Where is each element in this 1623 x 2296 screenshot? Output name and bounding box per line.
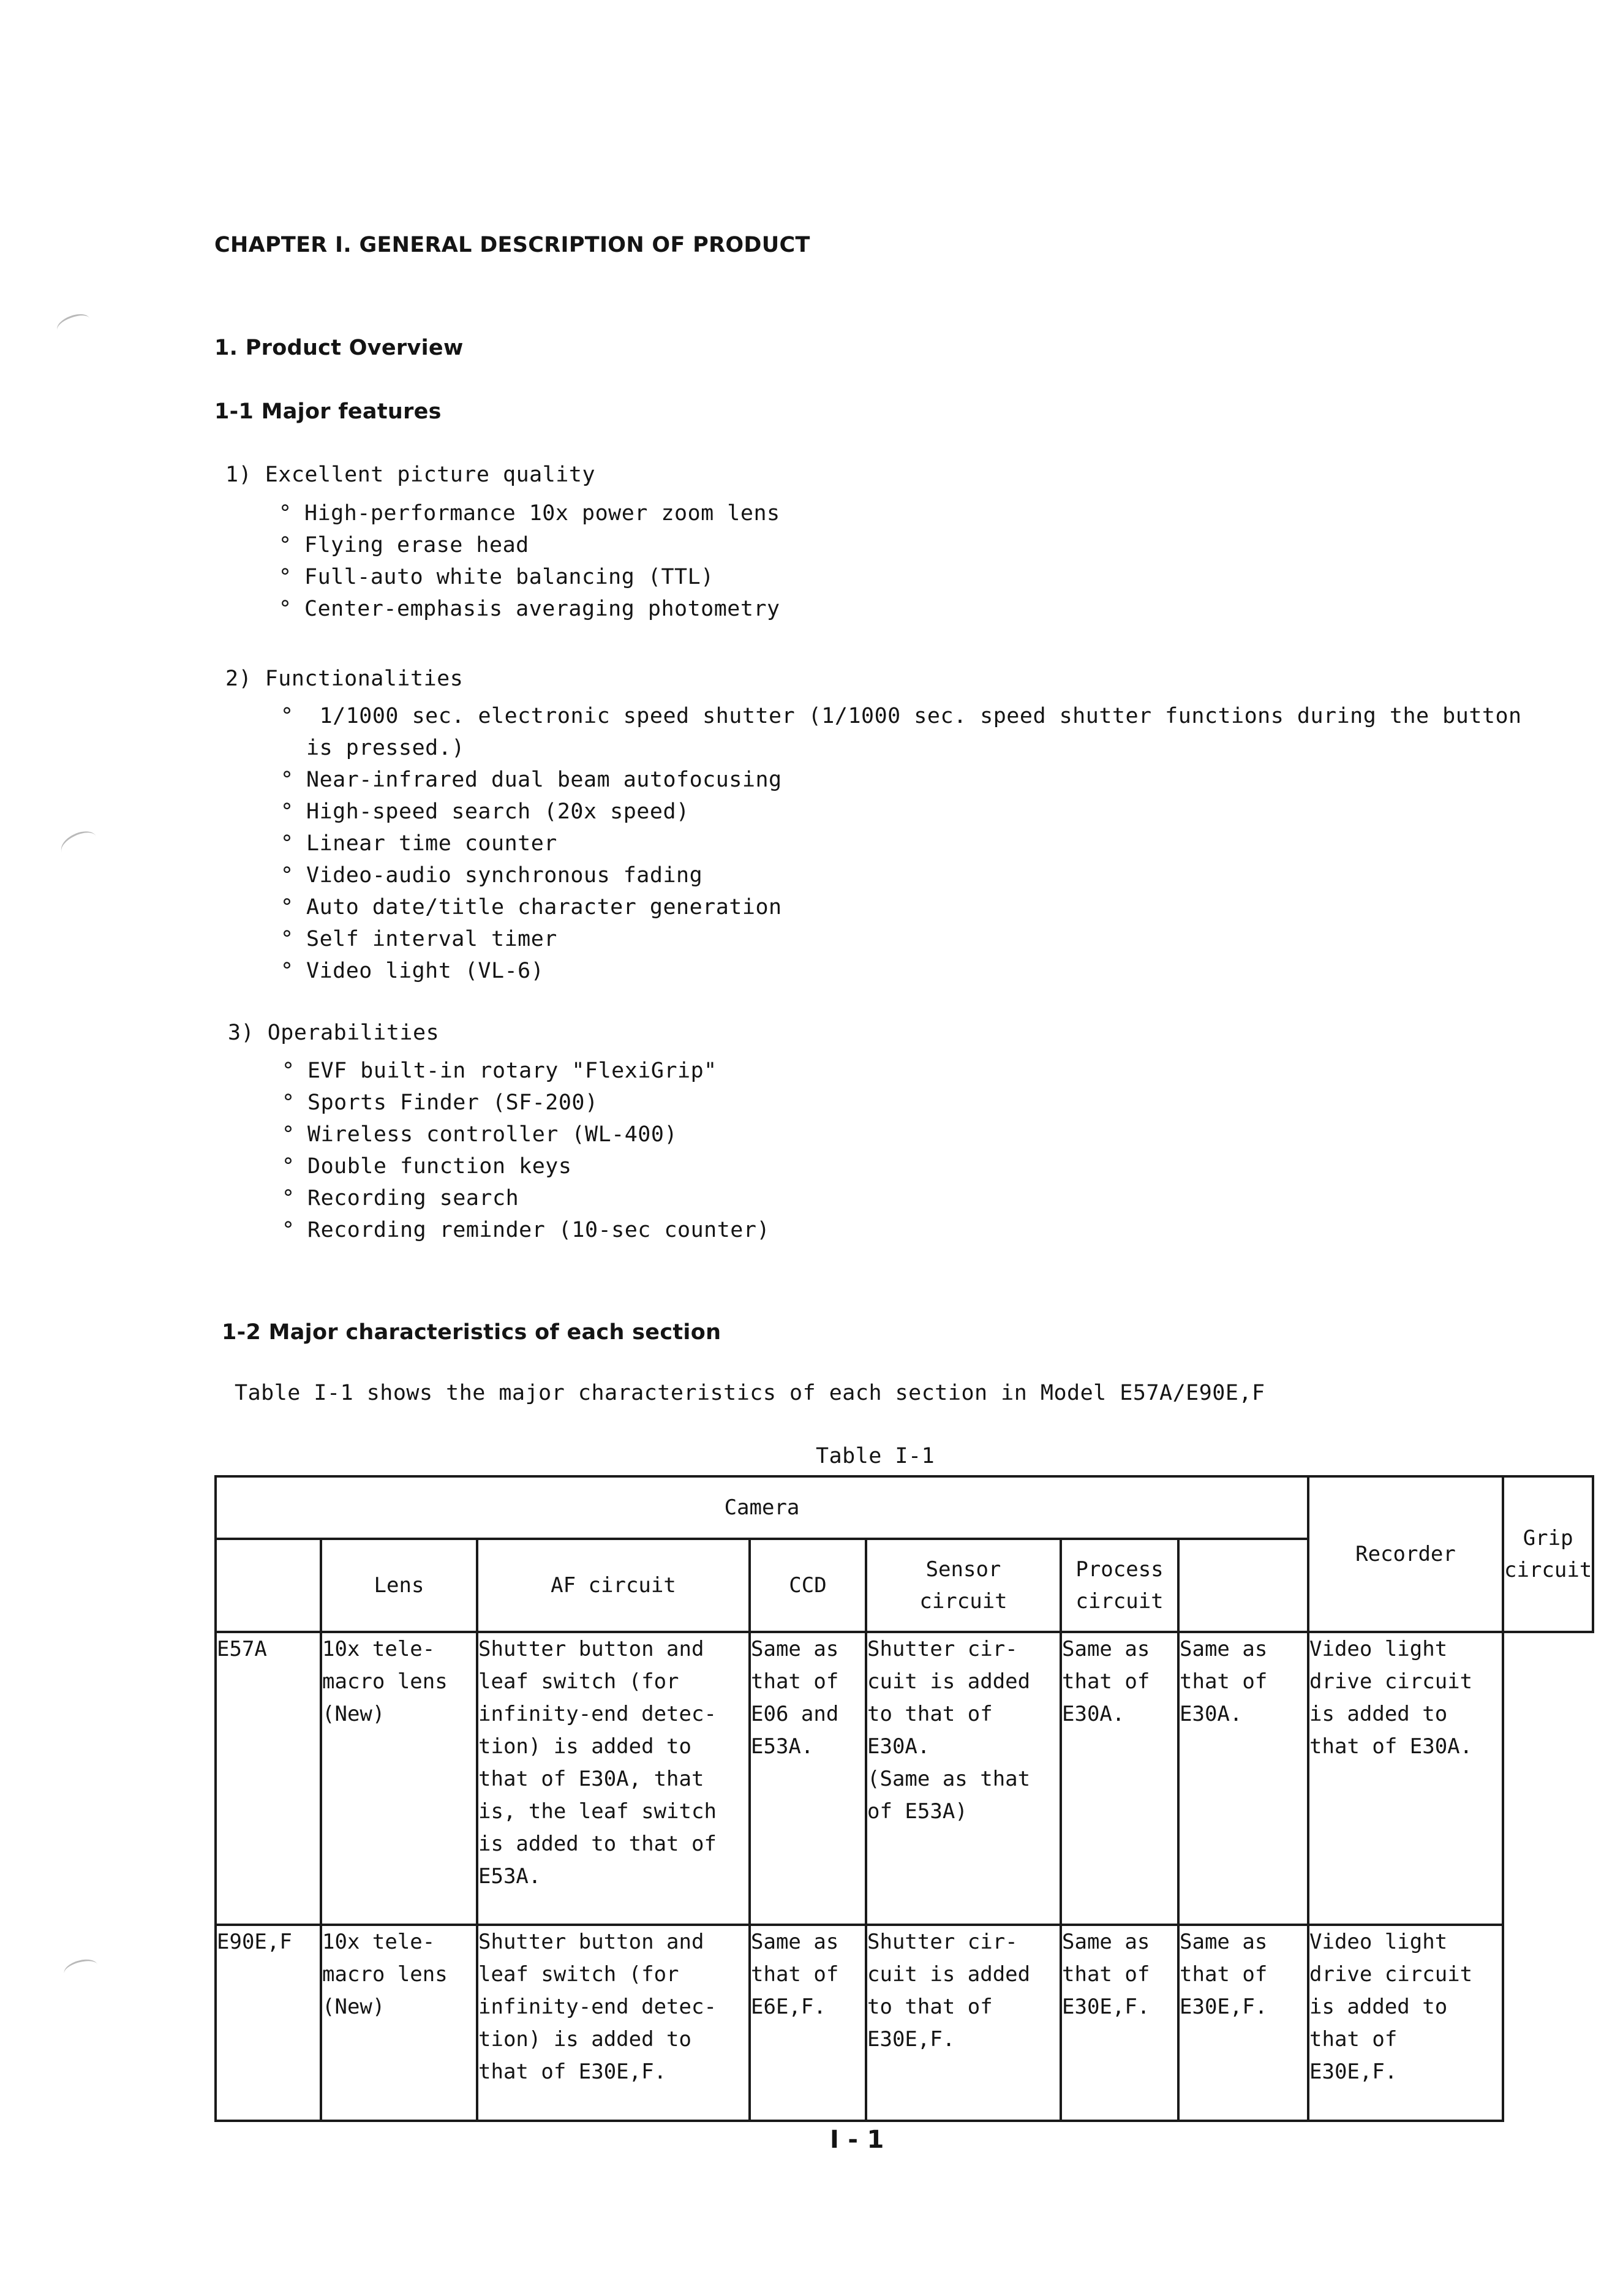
cell-ccd: Same as that of E6E,F. <box>750 1925 866 2121</box>
feature-group-label: 2) Functionalities <box>225 667 464 691</box>
list-item: ° Linear time counter <box>281 828 1522 859</box>
cell-sensor-circuit: Shutter cir- cuit is added to that of E30E,F. <box>866 1925 1061 2121</box>
table-intro-text: Table I-1 shows the major characteristics of each section in Model E57A/E90E,F <box>235 1381 1265 1405</box>
cell-sensor-circuit: Shutter cir- cuit is added to that of E30A. (Same as that of E53A) <box>866 1632 1061 1925</box>
column-header-grip-circuit: Grip circuit <box>1503 1476 1593 1632</box>
chapter-title: CHAPTER I. GENERAL DESCRIPTION OF PRODUCT <box>214 233 810 257</box>
section-heading-major-characteristics: 1-2 Major characteristics of each section <box>222 1320 721 1345</box>
feature-list <box>282 1055 770 1246</box>
feature-list <box>281 700 1522 987</box>
list-item: ° EVF built-in rotary "FlexiGrip" <box>282 1055 770 1087</box>
cell-process-circuit: Same as that of E30E,F. <box>1061 1925 1178 2121</box>
cell-model: E57A <box>216 1632 321 1925</box>
column-header-lens: Lens <box>321 1539 477 1632</box>
list-item-text: 1/1000 sec. electronic speed shutter (1/1000 sec. speed shutter functions during the button <box>319 704 1522 728</box>
section-heading-product-overview: 1. Product Overview <box>214 336 464 360</box>
table-row <box>216 1632 1593 1925</box>
table-row <box>216 1925 1593 2121</box>
scan-smear <box>62 1956 100 1982</box>
list-item-continuation: is pressed.) <box>306 736 465 760</box>
list-item: ° Auto date/title character generation <box>281 891 1522 923</box>
list-item: ° High-performance 10x power zoom lens <box>279 497 780 529</box>
list-item <box>281 700 1522 764</box>
scan-smear <box>57 826 101 863</box>
list-item: ° Full-auto white balancing (TTL) <box>279 561 780 593</box>
feature-group-label: 1) Excellent picture quality <box>225 463 596 487</box>
list-item: ° Video-audio synchronous fading <box>281 859 1522 891</box>
list-item: ° High-speed search (20x speed) <box>281 796 1522 828</box>
list-item: ° Recording search <box>282 1182 770 1214</box>
cell-lens: 10x tele- macro lens (New) <box>321 1632 477 1925</box>
list-item: ° Double function keys <box>282 1150 770 1182</box>
cell-af-circuit: Shutter button and leaf switch (for infinity-end detec- tion) is added to that of E30A, that is, the leaf switch is added to that of E53A. <box>477 1632 750 1925</box>
column-header-sensor-circuit: Sensor circuit <box>866 1539 1061 1632</box>
scan-smear <box>55 310 93 338</box>
cell-model: E90E,F <box>216 1925 321 2121</box>
list-item: ° Video light (VL-6) <box>281 955 1522 987</box>
list-item: ° Wireless controller (WL-400) <box>282 1119 770 1150</box>
column-header-model <box>216 1539 321 1632</box>
page-number: I - 1 <box>830 2126 884 2154</box>
column-header-af-circuit: AF circuit <box>477 1539 750 1632</box>
column-header-process-circuit: Process circuit <box>1061 1539 1178 1632</box>
list-item: ° Near-infrared dual beam autofocusing <box>281 764 1522 796</box>
table-caption: Table I-1 <box>816 1444 935 1468</box>
list-item: ° Sports Finder (SF-200) <box>282 1087 770 1119</box>
cell-grip-circuit: Video light drive circuit is added to that of E30A. <box>1308 1632 1503 1925</box>
feature-list <box>279 497 780 625</box>
cell-grip-circuit: Video light drive circuit is added to that of E30E,F. <box>1308 1925 1503 2121</box>
section-heading-major-features: 1-1 Major features <box>214 399 442 424</box>
cell-process-circuit: Same as that of E30A. <box>1061 1632 1178 1925</box>
cell-recorder: Same as that of E30E,F. <box>1178 1925 1308 2121</box>
column-header-ccd: CCD <box>750 1539 866 1632</box>
list-item: ° Flying erase head <box>279 529 780 561</box>
cell-recorder: Same as that of E30A. <box>1178 1632 1308 1925</box>
column-header-recorder: Recorder <box>1308 1476 1503 1632</box>
list-item: ° Center-emphasis averaging photometry <box>279 593 780 625</box>
cell-lens: 10x tele- macro lens (New) <box>321 1925 477 2121</box>
characteristics-table <box>214 1475 1594 2122</box>
list-item: ° Self interval timer <box>281 923 1522 955</box>
cell-ccd: Same as that of E06 and E53A. <box>750 1632 866 1925</box>
feature-group-label: 3) Operabilities <box>228 1021 440 1045</box>
column-header-camera: Camera <box>216 1476 1308 1539</box>
list-item: ° Recording reminder (10-sec counter) <box>282 1214 770 1246</box>
cell-af-circuit: Shutter button and leaf switch (for infinity-end detec- tion) is added to that of E30E,F. <box>477 1925 750 2121</box>
